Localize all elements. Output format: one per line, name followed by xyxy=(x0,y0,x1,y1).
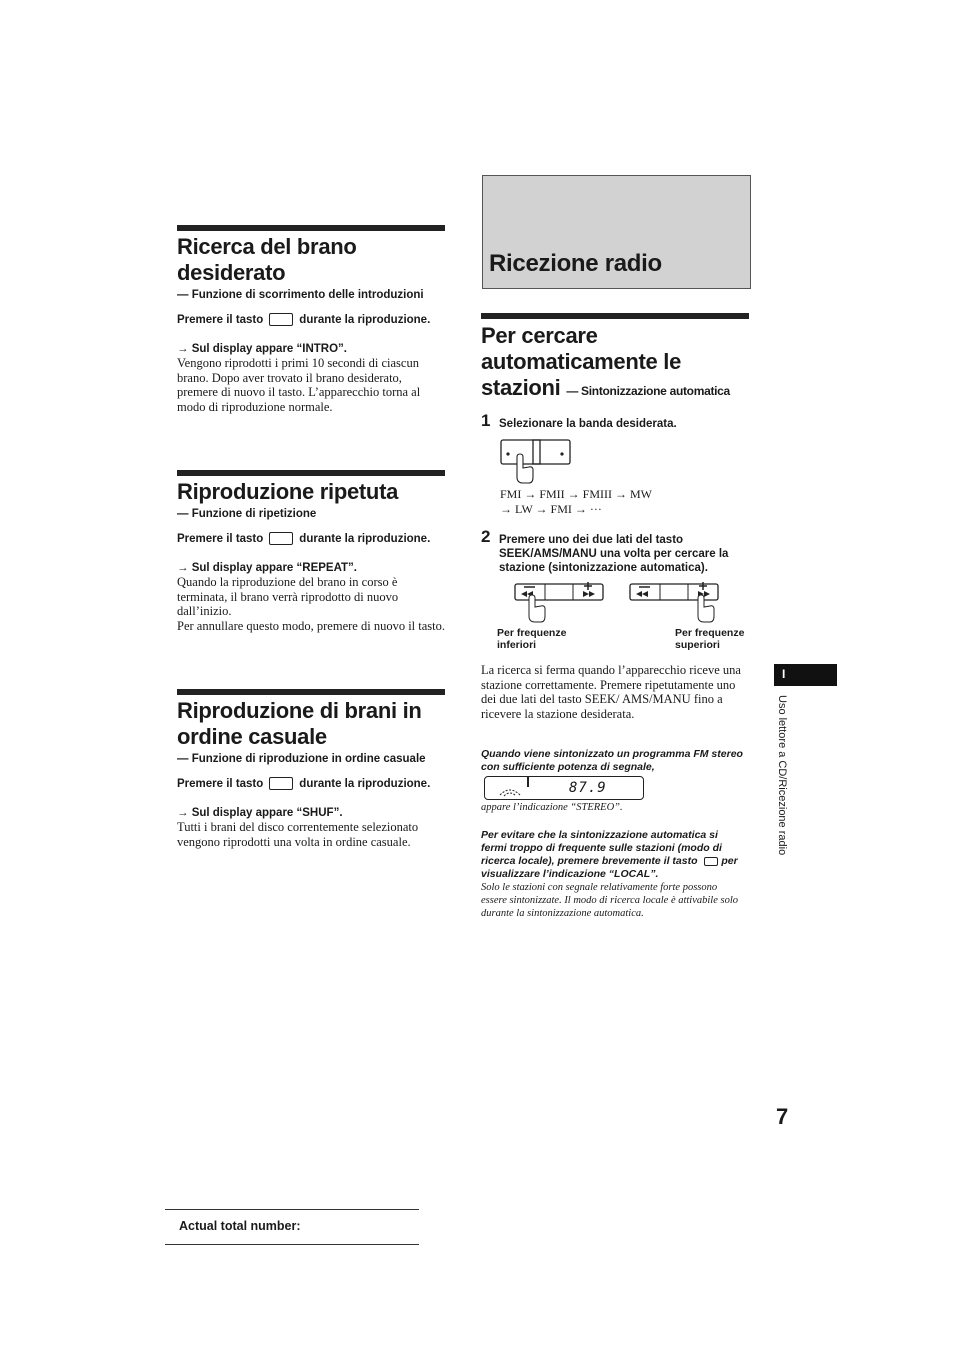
footer-rule-bottom xyxy=(165,1244,419,1245)
section-title-text: Per cercare automaticamente le stazioni xyxy=(481,323,682,400)
section-rule xyxy=(177,225,445,231)
display-illustration xyxy=(484,776,644,800)
body-text: Tutti i brani del disco correntemente selezionato vengono riprodotti una volta in ordine casuale. xyxy=(177,820,419,849)
instruction xyxy=(177,777,445,791)
body-text: La ricerca si ferma quando l’apparecchio riceve una stazione correttamente. Premere ripetutamente uno dei due lati del tasto SEEK/ AMS/MANU fino a ricevere la stazione desiderata. xyxy=(481,663,741,721)
side-tab xyxy=(774,664,837,686)
note-local xyxy=(481,829,743,881)
banner-box xyxy=(482,175,751,289)
section-title-shuffle: Riproduzione di brani in ordine casuale xyxy=(177,698,422,749)
section-title-radio xyxy=(481,323,746,401)
note-small: Solo le stazioni con segnale relativamente forte possono essere sintonizzate. Il modo di ricerca locale è attivabile solo durante la sintonizzazione automatica. xyxy=(481,882,739,919)
section-title-repeat: Riproduzione ripetuta xyxy=(177,479,399,504)
label-lower-freq: Per frequenze inferiori xyxy=(497,627,567,651)
instruction-text: Premere il tasto xyxy=(177,778,264,790)
instruction-text: durante la riproduzione. xyxy=(299,533,431,545)
display-note: → Sul display appare “SHUF”. xyxy=(177,807,343,819)
section-rule xyxy=(481,313,749,319)
body-text: Vengono riprodotti i primi 10 secondi di ciascun brano. Dopo aver trovato il brano desiderato, premere di nuovo il tasto. L’apparecchio torna al modo di riproduzione normale. xyxy=(177,356,421,414)
instruction-text: durante la riproduzione. xyxy=(299,314,431,326)
instruction-text: Premere il tasto xyxy=(177,533,264,545)
footer-label: Actual total number: xyxy=(179,1219,301,1233)
body-text: Per annullare questo modo, premere di nuovo il tasto. xyxy=(177,619,445,633)
button-icon xyxy=(269,777,293,790)
note-local-text: Per evitare che la sintonizzazione automatica si fermi troppo di frequente sulle stazioni (modo di ricerca locale), premere brevemente il tasto xyxy=(481,829,722,867)
banner-title: Ricezione radio xyxy=(489,250,662,277)
note-stereo: Quando viene sintonizzato un programma FM stereo con sufficiente potenza di segnale, xyxy=(481,748,743,773)
side-tab-text: Uso lettore a CD/Ricezione radio xyxy=(776,695,788,856)
note-local-text: per visualizzare l’indicazione “LOCAL”. xyxy=(481,855,738,880)
instruction xyxy=(177,313,445,327)
section-title-search: Ricerca del brano desiderato xyxy=(177,234,357,285)
band-button-illustration xyxy=(499,437,574,485)
display-marker xyxy=(527,777,529,787)
side-tab-letter: I xyxy=(782,667,786,681)
section-rule xyxy=(177,689,445,695)
display-note: → Sul display appare “REPEAT”. xyxy=(177,562,357,574)
instruction-text: durante la riproduzione. xyxy=(299,778,431,790)
section-subtitle: — Funzione di scorrimento delle introduzioni xyxy=(177,289,424,301)
stereo-indicator-icon xyxy=(497,783,523,799)
instruction xyxy=(177,532,445,546)
band-sequence: → LW → FMI → ··· xyxy=(500,502,602,516)
body-text: Quando la riproduzione del brano in corso è terminata, il brano verrà riprodotto di nuovo dall’inizio. xyxy=(177,575,399,618)
button-icon xyxy=(269,313,293,326)
label-upper-freq: Per frequenze superiori xyxy=(675,627,745,651)
step-number: 2 xyxy=(481,527,491,546)
seek-plus-illustration xyxy=(628,580,723,626)
button-icon xyxy=(269,532,293,545)
step-text: Selezionare la banda desiderata. xyxy=(499,418,677,430)
section-subtitle: — Funzione di riproduzione in ordine casuale xyxy=(177,753,426,765)
section-rule xyxy=(177,470,445,476)
instruction-text: Premere il tasto xyxy=(177,314,264,326)
button-icon xyxy=(704,857,718,866)
page-number: 7 xyxy=(776,1104,789,1129)
seek-minus-illustration xyxy=(513,580,608,626)
section-subtitle: — Sintonizzazione automatica xyxy=(566,384,730,398)
band-sequence: FMI → FMII → FMIII → MW xyxy=(500,487,653,501)
footer-rule-top xyxy=(165,1209,419,1210)
step-number: 1 xyxy=(481,411,491,430)
note-stereo-after: appare l’indicazione “STEREO”. xyxy=(481,802,623,813)
step-text: Premere uno dei due lati del tasto SEEK/AMS/MANU una volta per cercare la stazione (sintonizzazione automatica). xyxy=(499,534,729,574)
section-subtitle: — Funzione di ripetizione xyxy=(177,508,317,520)
frequency-readout: 87.9 xyxy=(569,780,607,796)
display-note: → Sul display appare “INTRO”. xyxy=(177,343,347,355)
